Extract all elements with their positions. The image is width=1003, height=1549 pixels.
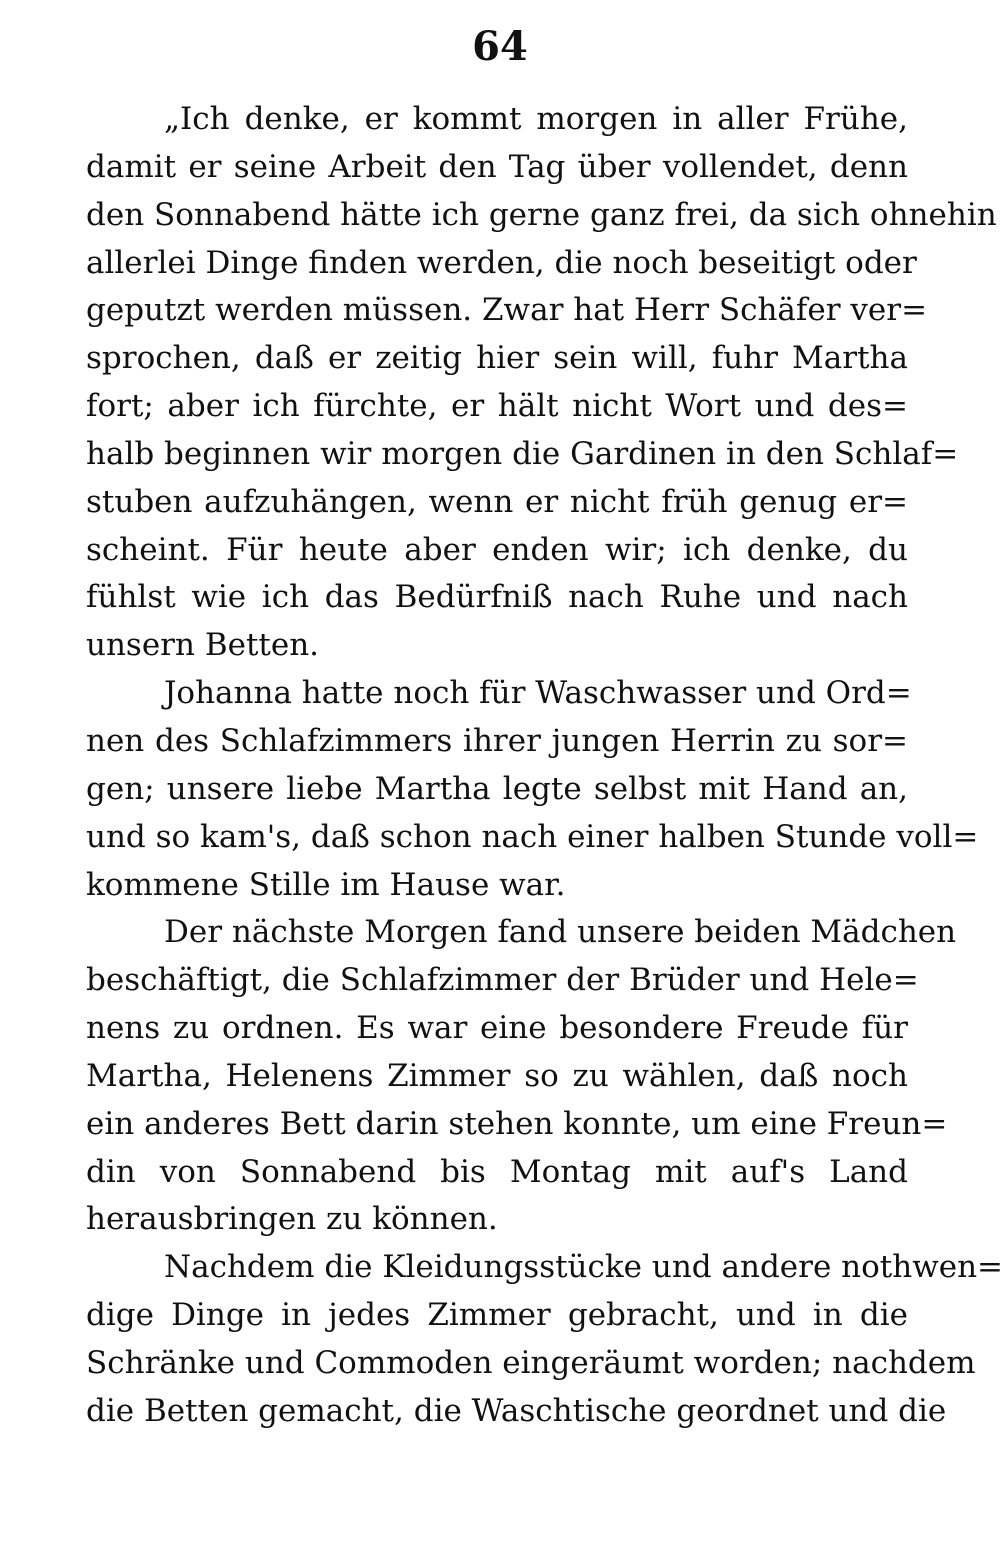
text-line: gen; unsere liebe Martha legte selbst mit Hand an, [86,770,908,807]
text-line: scheint. Für heute aber enden wir; ich denke, du [86,531,908,568]
text-line: fort; aber ich fürchte, er hält nicht Wort und des= [86,388,908,425]
text-line: die Betten gemacht, die Waschtische geordnet und die [86,1392,947,1429]
body-text [86,96,1003,1436]
paragraph [86,1244,1003,1435]
text-line: herausbringen zu können. [86,1201,498,1238]
paragraph [86,909,957,1244]
text-line: Martha, Helenens Zimmer so zu wählen, daß noch [86,1057,908,1094]
text-line: „Ich denke, er kommt morgen in aller Frühe, [164,101,908,137]
text-line: den Sonnabend hätte ich gerne ganz frei, da sich ohnehin [86,196,997,233]
text-line: geputzt werden müssen. Zwar hat Herr Schäfer ver= [86,292,928,329]
text-line: fühlst wie ich das Bedürfniß nach Ruhe und nach [86,579,908,616]
page-number: 64 [472,23,528,70]
text-line: damit er seine Arbeit den Tag über vollendet, denn [86,148,908,185]
text-line: Der nächste Morgen fand unsere beiden Mädchen [164,914,957,951]
text-line: Nachdem die Kleidungsstücke und andere nothwen= [164,1249,1003,1286]
text-line: din von Sonnabend bis Montag mit auf's Land [86,1153,908,1190]
text-line: stuben aufzuhängen, wenn er nicht früh genug er= [86,483,908,520]
text-line: und so kam's, daß schon nach einer halben Stunde voll= [86,818,979,855]
paragraph [86,670,979,909]
paragraph [86,96,997,670]
text-line: halb beginnen wir morgen die Gardinen in den Schlaf= [86,435,959,472]
text-line: beschäftigt, die Schlafzimmer der Brüder und Hele= [86,962,919,999]
text-line: unsern Betten. [86,627,320,664]
text-line: nens zu ordnen. Es war eine besondere Freude für [86,1010,908,1047]
text-line: dige Dinge in jedes Zimmer gebracht, und in die [86,1297,908,1334]
text-line: nen des Schlafzimmers ihrer jungen Herrin zu sor= [86,722,908,759]
text-line: kommene Stille im Hause war. [86,866,566,903]
text-line: ein anderes Bett darin stehen konnte, um eine Freun= [86,1105,948,1142]
text-line: sprochen, daß er zeitig hier sein will, fuhr Martha [86,340,908,377]
text-line: Schränke und Commoden eingeräumt worden; nachdem [86,1344,976,1381]
text-line: allerlei Dinge finden werden, die noch beseitigt oder [86,244,917,281]
text-line: Johanna hatte noch für Waschwasser und Ord= [164,675,912,712]
